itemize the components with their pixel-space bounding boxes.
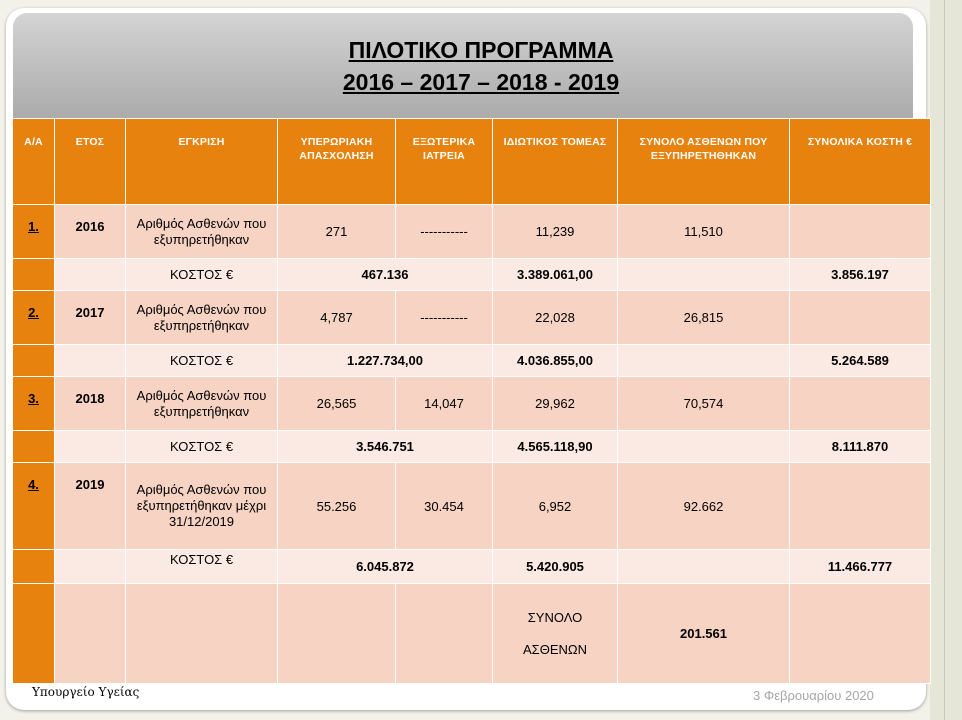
title-line-2: 2016 – 2017 – 2018 - 2019 xyxy=(342,69,620,95)
header-approval: ΕΓΚΡΙΣΗ xyxy=(126,119,278,205)
row-number: 1. xyxy=(13,205,55,259)
empty-cell xyxy=(55,550,126,584)
overtime-value: 271 xyxy=(278,205,396,259)
empty-cell xyxy=(618,345,790,377)
overtime-value: 4,787 xyxy=(278,291,396,345)
row-number-empty xyxy=(13,431,55,463)
slide-title xyxy=(0,34,962,98)
grand-total-value: 201.561 xyxy=(618,584,790,684)
row-year: 2017 xyxy=(55,291,126,345)
row-number: 4. xyxy=(13,463,55,550)
empty-cell xyxy=(790,291,931,345)
empty-cell xyxy=(790,205,931,259)
outpatient-value: ----------- xyxy=(396,291,493,345)
title-line-1: ΠΙΛΟΤΙΚΟ ΠΡΟΓΡΑΜΜΑ xyxy=(348,37,614,63)
header-aa: Α/Α xyxy=(13,119,55,205)
row-number-empty xyxy=(13,550,55,584)
patients-label: Αριθμός Ασθενών που εξυπηρετήθηκαν μέχρι 31/12/2019 xyxy=(126,463,278,550)
empty-cell xyxy=(396,584,493,684)
patients-total-value: 11,510 xyxy=(618,205,790,259)
empty-cell xyxy=(790,584,931,684)
grand-total-label-line-2: ΑΣΘΕΝΩΝ xyxy=(523,641,587,657)
cost-label: ΚΟΣΤΟΣ € xyxy=(126,259,278,291)
cost-total-value: 3.856.197 xyxy=(790,259,931,291)
overtime-value: 26,565 xyxy=(278,377,396,431)
empty-cell xyxy=(278,584,396,684)
empty-cell xyxy=(790,377,931,431)
empty-cell xyxy=(55,345,126,377)
private-value: 11,239 xyxy=(493,205,618,259)
row-number-empty xyxy=(13,584,55,684)
patients-total-value: 92.662 xyxy=(618,463,790,550)
cost-private-value: 3.389.061,00 xyxy=(493,259,618,291)
empty-cell xyxy=(126,584,278,684)
cost-public-value: 1.227.734,00 xyxy=(278,345,493,377)
row-year: 2016 xyxy=(55,205,126,259)
cost-row xyxy=(13,259,931,291)
grand-total-row xyxy=(13,584,931,684)
outpatient-value: 14,047 xyxy=(396,377,493,431)
table-row xyxy=(13,463,931,550)
cost-total-value: 11.466.777 xyxy=(790,550,931,584)
cost-total-value: 8.111.870 xyxy=(790,431,931,463)
patients-label: Αριθμός Ασθενών που εξυπηρετήθηκαν xyxy=(126,377,278,431)
private-value: 6,952 xyxy=(493,463,618,550)
header-cost-total: ΣΥΝΟΛΙΚΑ ΚΟΣΤΗ € xyxy=(790,119,931,205)
row-number-empty xyxy=(13,259,55,291)
patients-total-value: 26,815 xyxy=(618,291,790,345)
cost-row xyxy=(13,431,931,463)
cost-private-value: 4.565.118,90 xyxy=(493,431,618,463)
row-year: 2018 xyxy=(55,377,126,431)
cost-label: ΚΟΣΤΟΣ € xyxy=(126,550,278,584)
row-year: 2019 xyxy=(55,463,126,550)
row-number: 3. xyxy=(13,377,55,431)
grand-total-label xyxy=(493,584,618,684)
empty-cell xyxy=(55,584,126,684)
side-strip xyxy=(930,0,962,720)
header-patients-total: ΣΥΝΟΛΟ ΑΣΘΕΝΩΝ ΠΟΥ ΕΞΥΠΗΡΕΤΗΘΗΚΑΝ xyxy=(618,119,790,205)
footer-ministry: Υπουργείο Υγείας xyxy=(32,685,140,699)
header-private: ΙΔΙΩΤΙΚΟΣ ΤΟΜΕΑΣ xyxy=(493,119,618,205)
private-value: 29,962 xyxy=(493,377,618,431)
grand-total-label-line-1: ΣΥΝΟΛΟ xyxy=(527,609,583,625)
outpatient-value: ----------- xyxy=(396,205,493,259)
row-number-empty xyxy=(13,345,55,377)
program-table xyxy=(12,118,931,684)
outpatient-value: 30.454 xyxy=(396,463,493,550)
empty-cell xyxy=(55,431,126,463)
footer-date: 3 Φεβρουαρίου 2020 xyxy=(753,688,874,703)
cost-total-value: 5.264.589 xyxy=(790,345,931,377)
empty-cell xyxy=(618,259,790,291)
empty-cell xyxy=(618,431,790,463)
cost-label: ΚΟΣΤΟΣ € xyxy=(126,431,278,463)
private-value: 22,028 xyxy=(493,291,618,345)
table-row xyxy=(13,205,931,259)
patients-label: Αριθμός Ασθενών που εξυπηρετήθηκαν xyxy=(126,205,278,259)
header-overtime: ΥΠΕΡΩΡΙΑΚΗ ΑΠΑΣΧΟΛΗΣΗ xyxy=(278,119,396,205)
row-number: 2. xyxy=(13,291,55,345)
empty-cell xyxy=(618,550,790,584)
cost-private-value: 4.036.855,00 xyxy=(493,345,618,377)
empty-cell xyxy=(790,463,931,550)
cost-private-value: 5.420.905 xyxy=(493,550,618,584)
header-row xyxy=(13,119,931,205)
patients-total-value: 70,574 xyxy=(618,377,790,431)
table-row xyxy=(13,377,931,431)
cost-row xyxy=(13,345,931,377)
overtime-value: 55.256 xyxy=(278,463,396,550)
patients-label: Αριθμός Ασθενών που εξυπηρετήθηκαν xyxy=(126,291,278,345)
cost-public-value: 3.546.751 xyxy=(278,431,493,463)
cost-public-value: 6.045.872 xyxy=(278,550,493,584)
header-outpatient: ΕΞΩΤΕΡΙΚΑ ΙΑΤΡΕΙΑ xyxy=(396,119,493,205)
cost-row xyxy=(13,550,931,584)
table-row xyxy=(13,291,931,345)
cost-label: ΚΟΣΤΟΣ € xyxy=(126,345,278,377)
cost-public-value: 467.136 xyxy=(278,259,493,291)
empty-cell xyxy=(55,259,126,291)
header-year: ΕΤΟΣ xyxy=(55,119,126,205)
